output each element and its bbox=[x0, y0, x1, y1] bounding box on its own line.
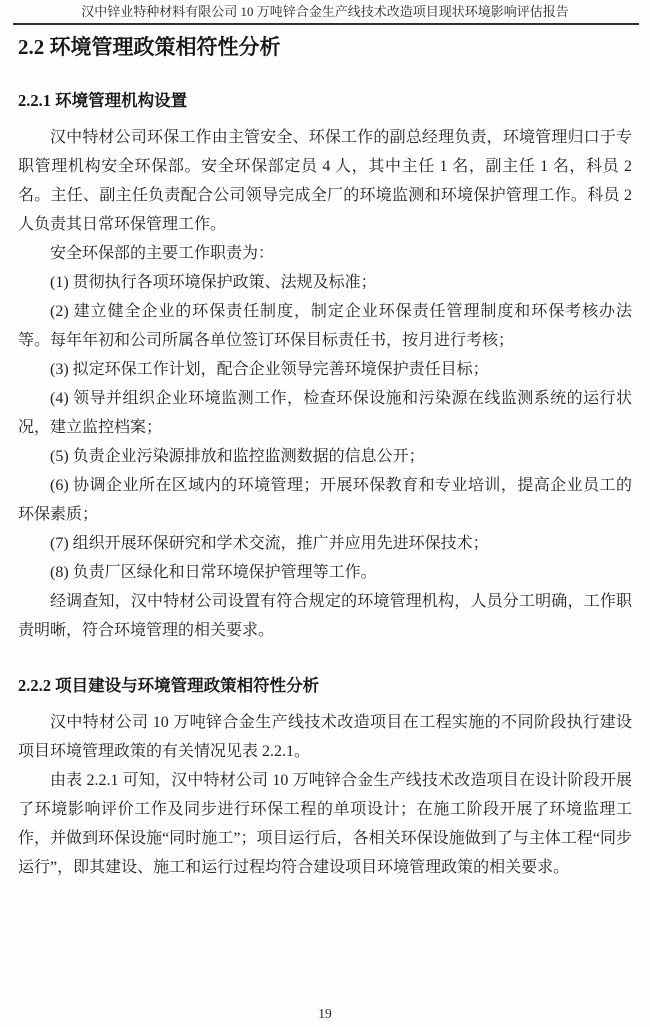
section-heading-2-2: 2.2 环境管理政策相符性分析 bbox=[18, 35, 281, 59]
paragraph-2-2-2-analysis: 由表 2.2.1 可知，汉中特材公司 10 万吨锌合金生产线技术改造项目在设计阶段开展了环境影响评价工作及同步进行环保工程的单项设计；在施工阶段开展了环境监理工作，并做到环保设施“同时施工”；项目运行后，各相关环保设施做到了与主体工程“同步运行”，即其建设、施工和运行过程均符合建设项目环境管理政策的相关要求。 bbox=[18, 772, 632, 876]
page-number: 19 bbox=[318, 1006, 332, 1021]
paragraph-duties-intro: 安全环保部的主要工作职责为： bbox=[50, 245, 275, 262]
duty-item-3: (3) 拟定环保工作计划，配合企业领导完善环境保护责任目标； bbox=[50, 361, 489, 378]
duty-item-1: (1) 贯彻执行各项环境保护政策、法规及标准； bbox=[50, 274, 377, 291]
duty-item-2: (2) 建立健全企业的环保责任制度，制定企业环保责任管理制度和环保考核办法等。每年年初和公司所属各单位签订环保目标责任书，按月进行考核； bbox=[18, 303, 632, 349]
running-header-title: 汉中锌业特种材料有限公司 10 万吨锌合金生产线技术改造项目现状环境影响评估报告 bbox=[81, 4, 569, 19]
duty-item-6: (6) 协调企业所在区域内的环境管理；开展环保教育和专业培训，提高企业员工的环保素质； bbox=[18, 477, 632, 523]
duty-item-5: (5) 负责企业污染源排放和监控监测数据的信息公开； bbox=[50, 448, 425, 465]
duty-item-8: (8) 负责厂区绿化和日常环境保护管理等工作。 bbox=[50, 564, 377, 581]
paragraph-2-2-2-intro: 汉中特材公司 10 万吨锌合金生产线技术改造项目在工程实施的不同阶段执行建设项目环境管理政策的有关情况见表 2.2.1。 bbox=[18, 714, 632, 760]
duty-item-4: (4) 领导并组织企业环境监测工作，检查环保设施和污染源在线监测系统的运行状况，建立监控档案； bbox=[18, 390, 632, 436]
paragraph-org-setup: 汉中特材公司环保工作由主管安全、环保工作的副总经理负责，环境管理归口于专职管理机构安全环保部。安全环保部定员 4 人，其中主任 1 名，副主任 1 名，科员 2 名。主任、副主任负责配合公司领导完成全厂的环境监测和环境保护管理工作。科员 2 人负责其日常环保管理工作。 bbox=[18, 129, 632, 233]
duty-item-7: (7) 组织开展环保研究和学术交流，推广并应用先进环保技术； bbox=[50, 535, 489, 552]
paragraph-conclusion-2-2-1: 经调查知，汉中特材公司设置有符合规定的环境管理机构，人员分工明确，工作职责明晰，符合环境管理的相关要求。 bbox=[18, 593, 632, 639]
document-content bbox=[18, 0, 632, 882]
subsection-heading-2-2-2: 2.2.2 项目建设与环境管理政策相符性分析 bbox=[18, 676, 320, 695]
subsection-heading-2-2-1: 2.2.1 环境管理机构设置 bbox=[18, 91, 188, 110]
